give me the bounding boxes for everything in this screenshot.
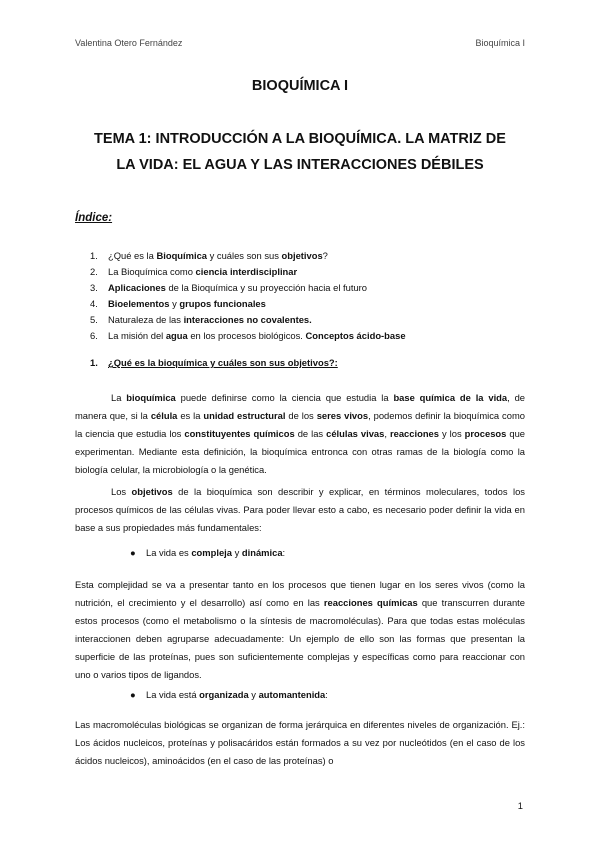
topic-line-2: LA VIDA: EL AGUA Y LAS INTERACCIONES DÉBILES <box>116 157 484 173</box>
paragraph-objectives: Los objetivos de la bioquímica son describir y explicar, en términos moleculares, todos los procesos químicos de las células vivas. Para poder llevar esto a cabo, es necesario poder definir la vida en base a sus propiedades más fundamentales: <box>75 486 525 533</box>
bullet-icon: ● <box>130 689 136 700</box>
topic-title <box>80 126 520 178</box>
page-number: 1 <box>517 800 523 811</box>
paragraph-organization: Las macromoléculas biológicas se organizan de forma jerárquica en diferentes niveles de organización. Ej.: Los ácidos nucleicos, proteínas y polisacáridos están formados a su vez por nucleótidos (en el caso de los ácidos nucleicos), aminoácidos (en el caso de las proteínas) o <box>75 719 525 766</box>
header-course: Bioquímica I <box>475 38 525 48</box>
document-title: BIOQUÍMICA I <box>251 78 349 94</box>
paragraph-complexity: Esta complejidad se va a presentar tanto en los procesos que tienen lugar en los seres vivos (como la nutrición, el crecimiento y el desarrollo) así como en las reacciones químicas que transcurren durante estos procesos (como el metabolismo o la síntesis de macromoléculas). Para que todas estas moléculas interaccionen deben agruparse adecuadamente: Un ejemplo de ello son las formas que presentan la superficie de las proteínas, pues son suficientemente complejas y específicas como para reaccionar con uno o varios tipos de ligandos. <box>75 579 525 680</box>
index-item: 4. Bioelementos y grupos funcionales <box>90 298 266 309</box>
paragraph-definition: La bioquímica puede definirse como la ciencia que estudia la base química de la vida, de manera que, si la célula es la unidad estructural de los seres vivos, podemos definir la bioquímica como la ciencia que estudia los constituyentes químicos de las células vivas, reacciones y los procesos que experimentan. Mediante esta definición, la bioquímica entronca con otras ramas de la biología como la biología celular, la microbiología o la genética. <box>75 392 526 475</box>
index-item: 3. Aplicaciones de la Bioquímica y su proyección hacia el futuro <box>90 282 367 293</box>
topic-line-1: TEMA 1: INTRODUCCIÓN A LA BIOQUÍMICA. LA MATRIZ DE <box>94 131 506 147</box>
index-item: 2. La Bioquímica como ciencia interdisciplinar <box>90 266 298 277</box>
bullet-item: ● La vida está organizada y automantenida: <box>130 689 328 700</box>
section-heading: 1. ¿Qué es la bioquímica y cuáles son sus objetivos?: <box>90 357 338 368</box>
header-author: Valentina Otero Fernández <box>75 38 183 48</box>
index-item: 6. La misión del agua en los procesos biológicos. Conceptos ácido-base <box>90 330 406 341</box>
bullet-item: ● La vida es compleja y dinámica: <box>130 547 286 558</box>
index-item: 5. Naturaleza de las interacciones no covalentes. <box>90 314 312 325</box>
index-heading: Índice: <box>75 212 113 224</box>
index-item: 1. ¿Qué es la Bioquímica y cuáles son sus objetivos? <box>90 250 328 261</box>
bullet-icon: ● <box>130 547 136 558</box>
